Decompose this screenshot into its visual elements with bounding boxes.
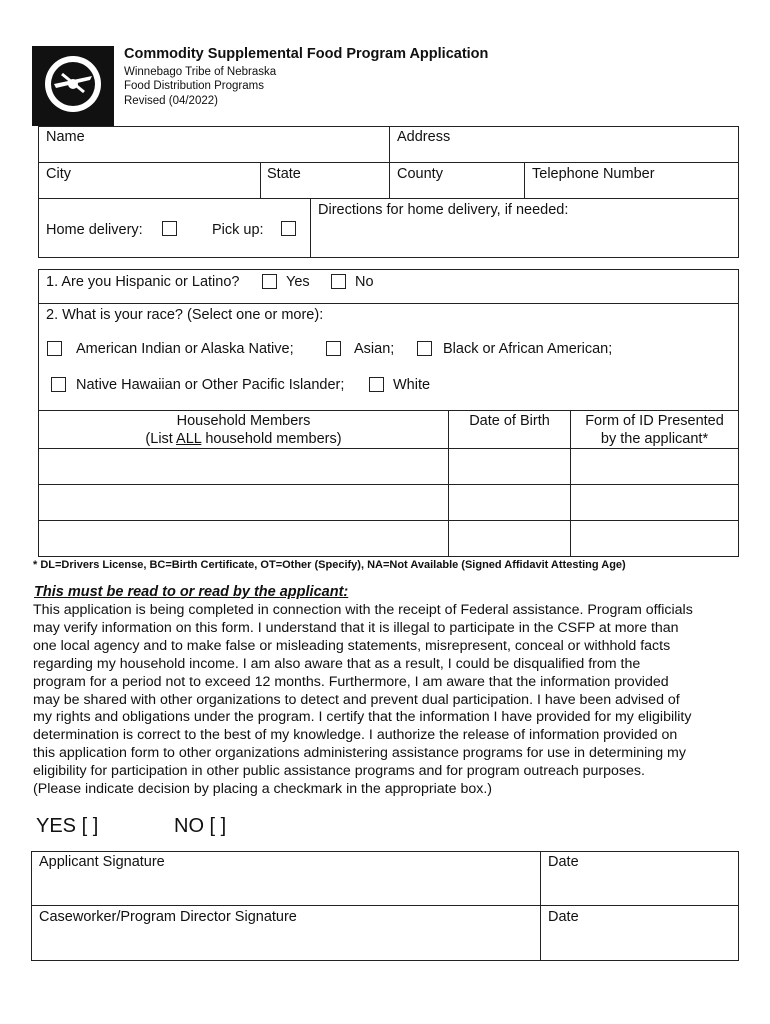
household-member-cell[interactable] xyxy=(38,520,449,557)
applicant-date-label: Date xyxy=(548,854,579,870)
household-dob-cell[interactable] xyxy=(448,448,571,485)
program-name: Food Distribution Programs xyxy=(124,80,264,92)
home-delivery-checkbox[interactable] xyxy=(162,221,177,236)
household-id-cell[interactable] xyxy=(570,448,739,485)
hispanic-yes-label: Yes xyxy=(286,274,310,290)
race-native-hawaiian-checkbox[interactable] xyxy=(51,377,66,392)
caseworker-signature-label: Caseworker/Program Director Signature xyxy=(39,909,297,925)
hispanic-no-label: No xyxy=(355,274,374,290)
directions-label: Directions for home delivery, if needed: xyxy=(318,202,569,218)
household-members-title: Household Members xyxy=(176,413,311,429)
city-field[interactable] xyxy=(38,162,261,199)
household-id-cell[interactable] xyxy=(570,520,739,557)
dob-label: Date of Birth xyxy=(469,413,550,429)
name-label: Name xyxy=(46,129,85,145)
race-question: 2. What is your race? (Select one or more): xyxy=(46,307,324,323)
household-members-subtitle: (List ALL household members) xyxy=(145,431,342,447)
race-black-label: Black or African American; xyxy=(443,341,613,357)
race-native-hawaiian-label: Native Hawaiian or Other Pacific Islander; xyxy=(76,377,345,393)
race-american-indian-checkbox[interactable] xyxy=(47,341,62,356)
statement-heading: This must be read to or read by the applicant: xyxy=(34,584,349,600)
hispanic-no-checkbox[interactable] xyxy=(331,274,346,289)
id-form-label-1: Form of ID Presented xyxy=(585,413,724,429)
statement-line: this application form to other organizations administering assistance programs for use in determining my xyxy=(33,745,686,762)
revision-date: Revised (04/2022) xyxy=(124,95,218,107)
statement-line: program for a period not to exceed 12 months. Furthermore, I am aware that the information provided xyxy=(33,673,669,690)
hispanic-question: 1. Are you Hispanic or Latino? xyxy=(46,274,240,290)
race-asian-checkbox[interactable] xyxy=(326,341,341,356)
statement-line: may verify information on this form. I understand that it is illegal to participate in the CSFP at more than xyxy=(33,619,679,636)
telephone-label: Telephone Number xyxy=(532,166,655,182)
state-label: State xyxy=(267,166,301,182)
applicant-signature-label: Applicant Signature xyxy=(39,854,165,870)
hispanic-yes-checkbox[interactable] xyxy=(262,274,277,289)
household-member-cell[interactable] xyxy=(38,484,449,521)
id-form-label-2: by the applicant* xyxy=(600,431,709,447)
race-american-indian-label: American Indian or Alaska Native; xyxy=(76,341,294,357)
county-label: County xyxy=(397,166,443,182)
statement-line: may be shared with other organizations to detect and prevent dual participation. I have been advised of xyxy=(33,691,680,708)
statement-line: eligibility for participation in other public assistance programs and for program outreach purposes. xyxy=(33,763,645,780)
tribe-name: Winnebago Tribe of Nebraska xyxy=(124,66,277,78)
race-white-checkbox[interactable] xyxy=(369,377,384,392)
id-footnote: * DL=Drivers License, BC=Birth Certificate, OT=Other (Specify), NA=Not Available (Signed Affidavit Attesting Age) xyxy=(33,559,626,571)
statement-line: determination is correct to the best of my knowledge. I authorize the release of information provided on xyxy=(33,727,678,744)
pickup-label: Pick up: xyxy=(212,222,264,238)
household-member-cell[interactable] xyxy=(38,448,449,485)
statement-line: my rights and obligations under the program. I certify that the information I have provided for my eligibility xyxy=(33,709,692,726)
race-asian-label: Asian; xyxy=(354,341,395,357)
name-field[interactable] xyxy=(38,126,390,163)
statement-line: This application is being completed in connection with the receipt of Federal assistance. Program officials xyxy=(33,602,693,618)
statement-paragraph xyxy=(33,602,743,799)
address-label: Address xyxy=(397,129,451,145)
winnebago-tribe-logo xyxy=(32,46,114,126)
household-dob-cell[interactable] xyxy=(448,520,571,557)
decision-no[interactable]: NO [ ] xyxy=(174,815,227,837)
statement-line: one local agency and to make false or misleading statements, misrepresent, conceal or withhold facts xyxy=(33,637,671,654)
household-id-cell[interactable] xyxy=(570,484,739,521)
decision-yes[interactable]: YES [ ] xyxy=(36,815,99,837)
race-black-checkbox[interactable] xyxy=(417,341,432,356)
household-dob-cell[interactable] xyxy=(448,484,571,521)
race-white-label: White xyxy=(393,377,431,393)
statement-line: (Please indicate decision by placing a checkmark in the appropriate box.) xyxy=(33,781,492,798)
pickup-checkbox[interactable] xyxy=(281,221,296,236)
caseworker-date-label: Date xyxy=(548,909,579,925)
statement-line: regarding my household income. I am also aware that as a result, I could be disqualified from the xyxy=(33,655,641,672)
home-delivery-label: Home delivery: xyxy=(46,222,143,238)
city-label: City xyxy=(46,166,71,182)
form-title: Commodity Supplemental Food Program Application xyxy=(124,46,489,62)
